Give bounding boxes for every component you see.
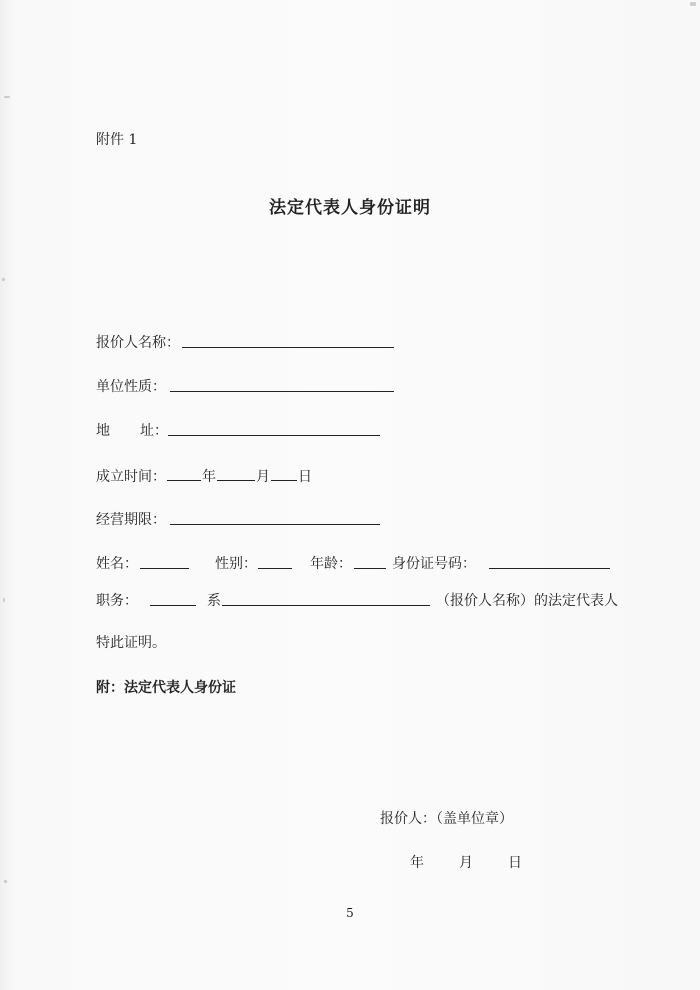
established-year-blank xyxy=(167,467,201,481)
gender-line xyxy=(258,568,292,569)
relation-line xyxy=(222,605,430,606)
established-label: 成立时间： xyxy=(96,469,166,485)
established-month-label: 月 xyxy=(256,469,270,485)
attachment-note: 附：法定代表人身份证 xyxy=(96,680,236,696)
id-number-label: 身份证号码： xyxy=(392,556,476,572)
established-row xyxy=(96,467,312,485)
name-label: 姓名： xyxy=(96,556,138,572)
position-line xyxy=(150,605,196,606)
unit-nature-line xyxy=(170,391,394,392)
name-line xyxy=(140,568,189,569)
page-number: 5 xyxy=(346,906,354,920)
gender-label: 性别： xyxy=(215,556,257,572)
age-line xyxy=(354,568,386,569)
bidder-seal-label: 报价人：（盖单位章） xyxy=(380,811,513,827)
bidder-name-label: 报价人名称： xyxy=(96,335,180,351)
unit-nature-label: 单位性质： xyxy=(96,379,166,395)
attachment-label: 附件 1 xyxy=(96,132,138,148)
certify-text: 特此证明。 xyxy=(96,635,166,651)
scan-speck xyxy=(4,880,7,883)
age-label: 年龄： xyxy=(310,556,352,572)
bidder-name-line xyxy=(182,347,394,348)
scan-speck xyxy=(3,598,5,602)
address-label-part1: 地 xyxy=(96,423,110,439)
id-number-line xyxy=(489,568,610,569)
business-term-label: 经营期限： xyxy=(96,512,166,528)
address-line xyxy=(168,435,380,436)
scan-speck xyxy=(690,2,696,6)
established-day-label: 日 xyxy=(298,469,312,485)
business-term-line xyxy=(170,524,380,525)
established-day-blank xyxy=(271,467,297,481)
position-label: 职务： xyxy=(96,593,138,609)
sign-date-day: 日 xyxy=(508,855,522,871)
scan-speck xyxy=(2,278,5,281)
sign-date-month: 月 xyxy=(459,855,473,871)
relation-label: 系 xyxy=(207,593,221,609)
established-year-label: 年 xyxy=(202,469,216,485)
scan-speck xyxy=(4,96,10,98)
legal-rep-suffix: （报价人名称）的法定代表人 xyxy=(436,593,618,609)
established-month-blank xyxy=(217,467,255,481)
page-title: 法定代表人身份证明 xyxy=(269,198,431,218)
sign-date-year: 年 xyxy=(410,855,424,871)
address-label-part2: 址： xyxy=(140,423,168,439)
